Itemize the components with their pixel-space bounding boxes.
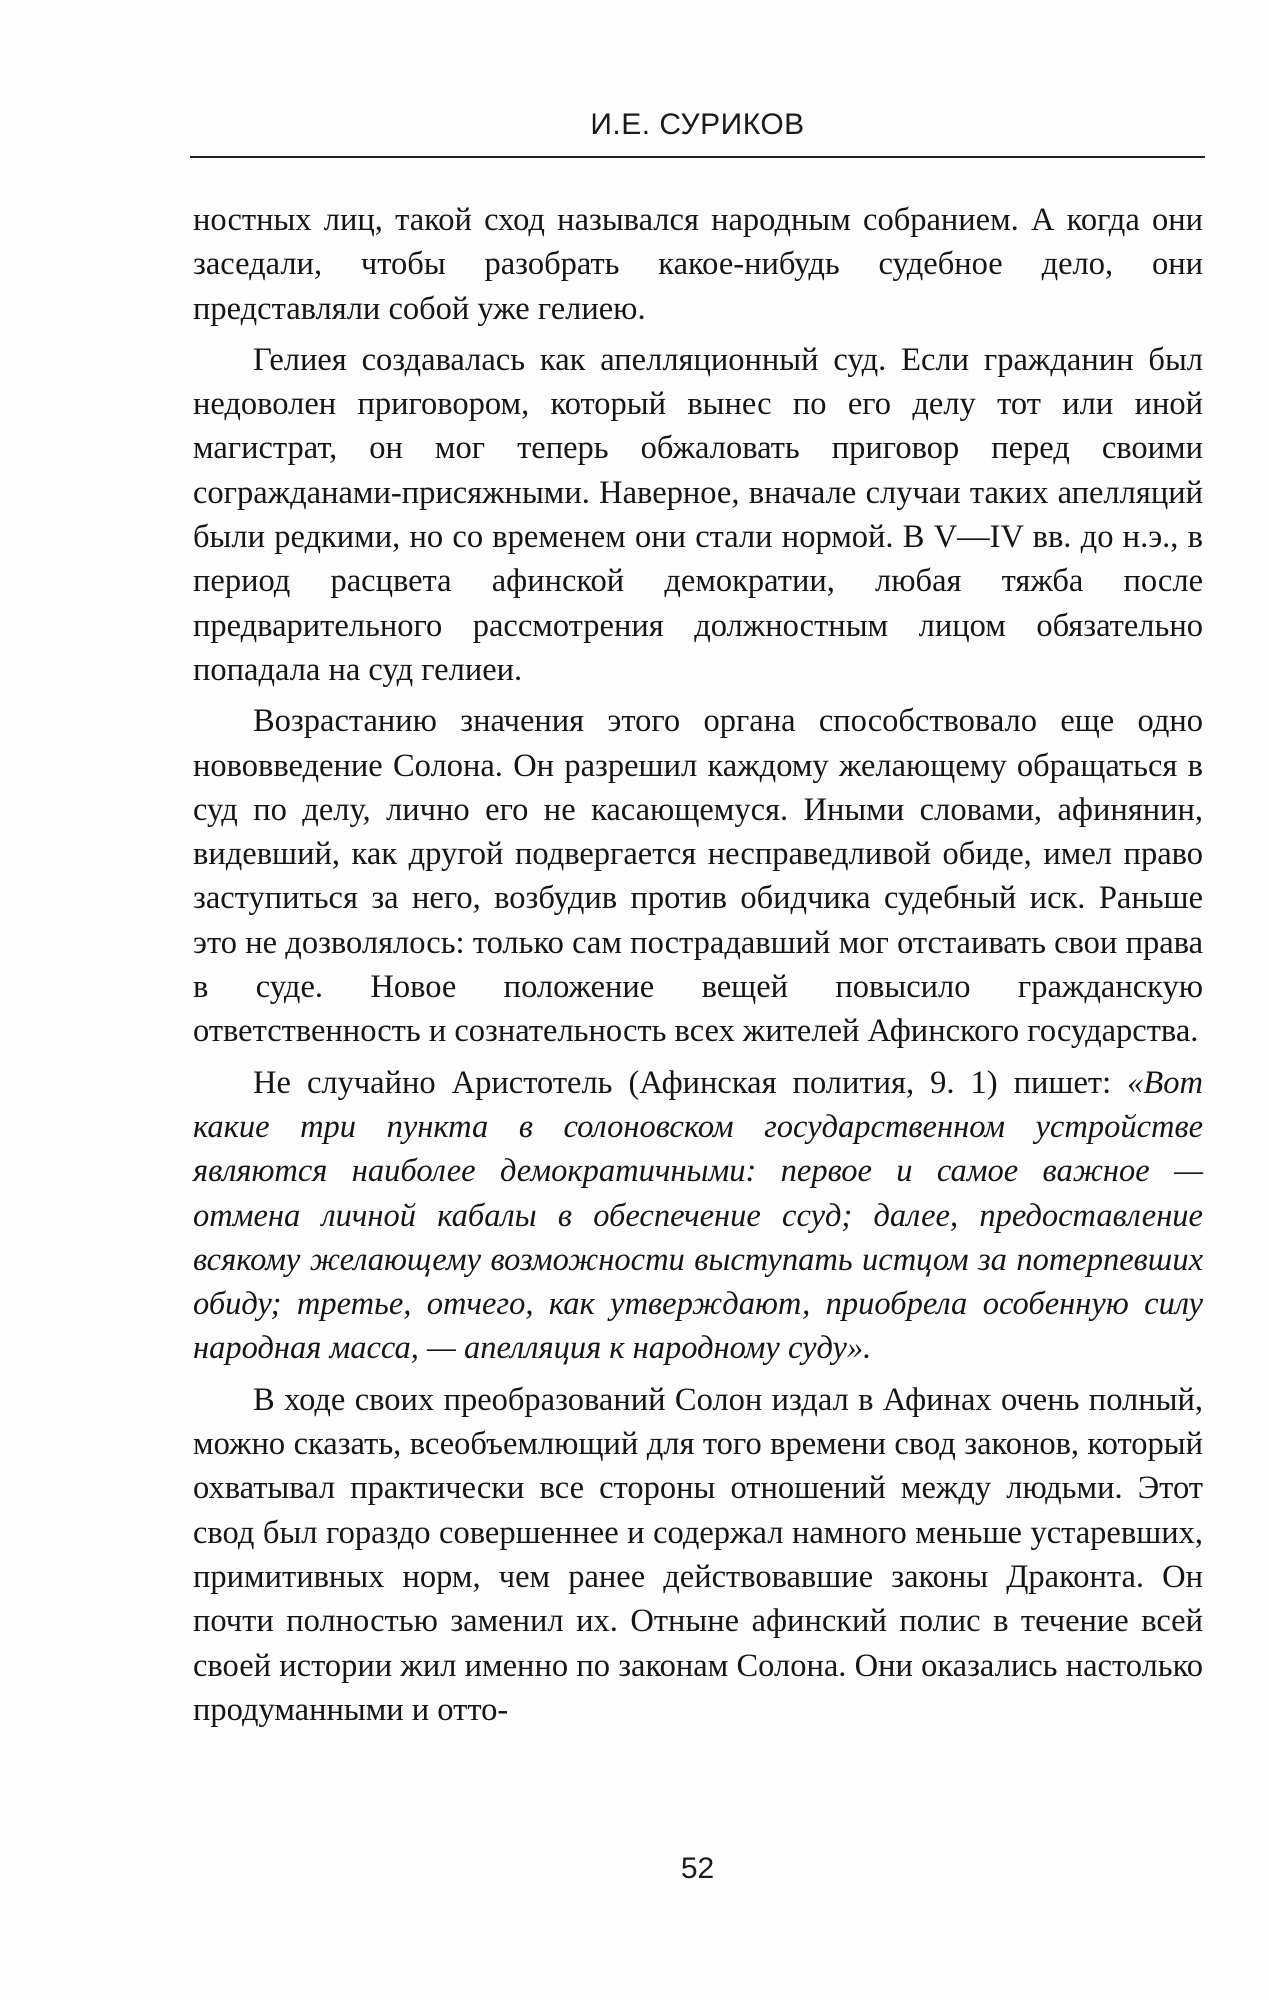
paragraph: В ходе своих преобразований Солон издал в Афинах очень полный, можно сказать, всеобъемлющий для того времени свод законов, который охватывал практически все стороны отношений между людьми. Этот свод был гораздо совершеннее и содержал намного меньше устаревших, примитивных норм, чем ранее действовавшие законы Драконта. Он почти полностью заменил их. Отныне афинский полис в течение всей своей истории жил именно по законам Солона. Они оказались настолько продуманными и отто- xyxy=(193,1381,1203,1728)
body-text xyxy=(193,198,1203,1739)
paragraph: Гелиея создавалась как апелляционный суд. Если гражданин был недоволен приговором, который вынес по его делу тот или иной магистрат, он мог теперь обжаловать приговор перед своими согражданами-присяжными. Наверное, вначале случаи таких апелляций были редкими, но со временем они стали нормой. В V—IV вв. до н.э., в период расцвета афинской демократии, любая тяжба после предварительного рассмотрения должностным лицом обязательно попадала на суд гелиеи. xyxy=(193,341,1203,688)
paragraph-continuation: ностных лиц, такой сход назывался народным собранием. А когда они заседали, чтобы разобрать какое-нибудь судебное дело, они представляли собой уже гелиею. xyxy=(193,202,1203,327)
header-rule xyxy=(190,156,1205,158)
paragraph-lead: Не случайно Аристотель (Афинская полития, 9. 1) пишет: xyxy=(253,1064,1128,1101)
page-number: 52 xyxy=(680,1852,715,1885)
aristotle-quote: «Вот какие три пункта в солоновском государственном устройстве являются наиболее демократичными: первое и самое важное — отмена личной кабалы в обеспечение ссуд; далее, предоставление всякому желающему возможности выступать истцом за потерпевших обиду; третье, отчего, как утверждают, приобрела особенную силу народная масса, — апелляция к народному суду». xyxy=(193,1064,1203,1367)
running-head-author: И.Е. СУРИКОВ xyxy=(590,108,805,141)
paragraph-with-quote xyxy=(193,1061,1203,1371)
paragraph: Возрастанию значения этого органа способствовало еще одно нововведение Солона. Он разрешил каждому желающему обращаться в суд по делу, лично его не касающемуся. Иными словами, афинянин, видевший, как другой подвергается несправедливой обиде, имел право заступиться за него, возбудив против обидчика судебный иск. Раньше это не дозволялось: только сам пострадавший мог отстаивать свои права в суде. Новое положение вещей повысило гражданскую ответственность и сознательность всех жителей Афинского государства. xyxy=(193,703,1203,1050)
